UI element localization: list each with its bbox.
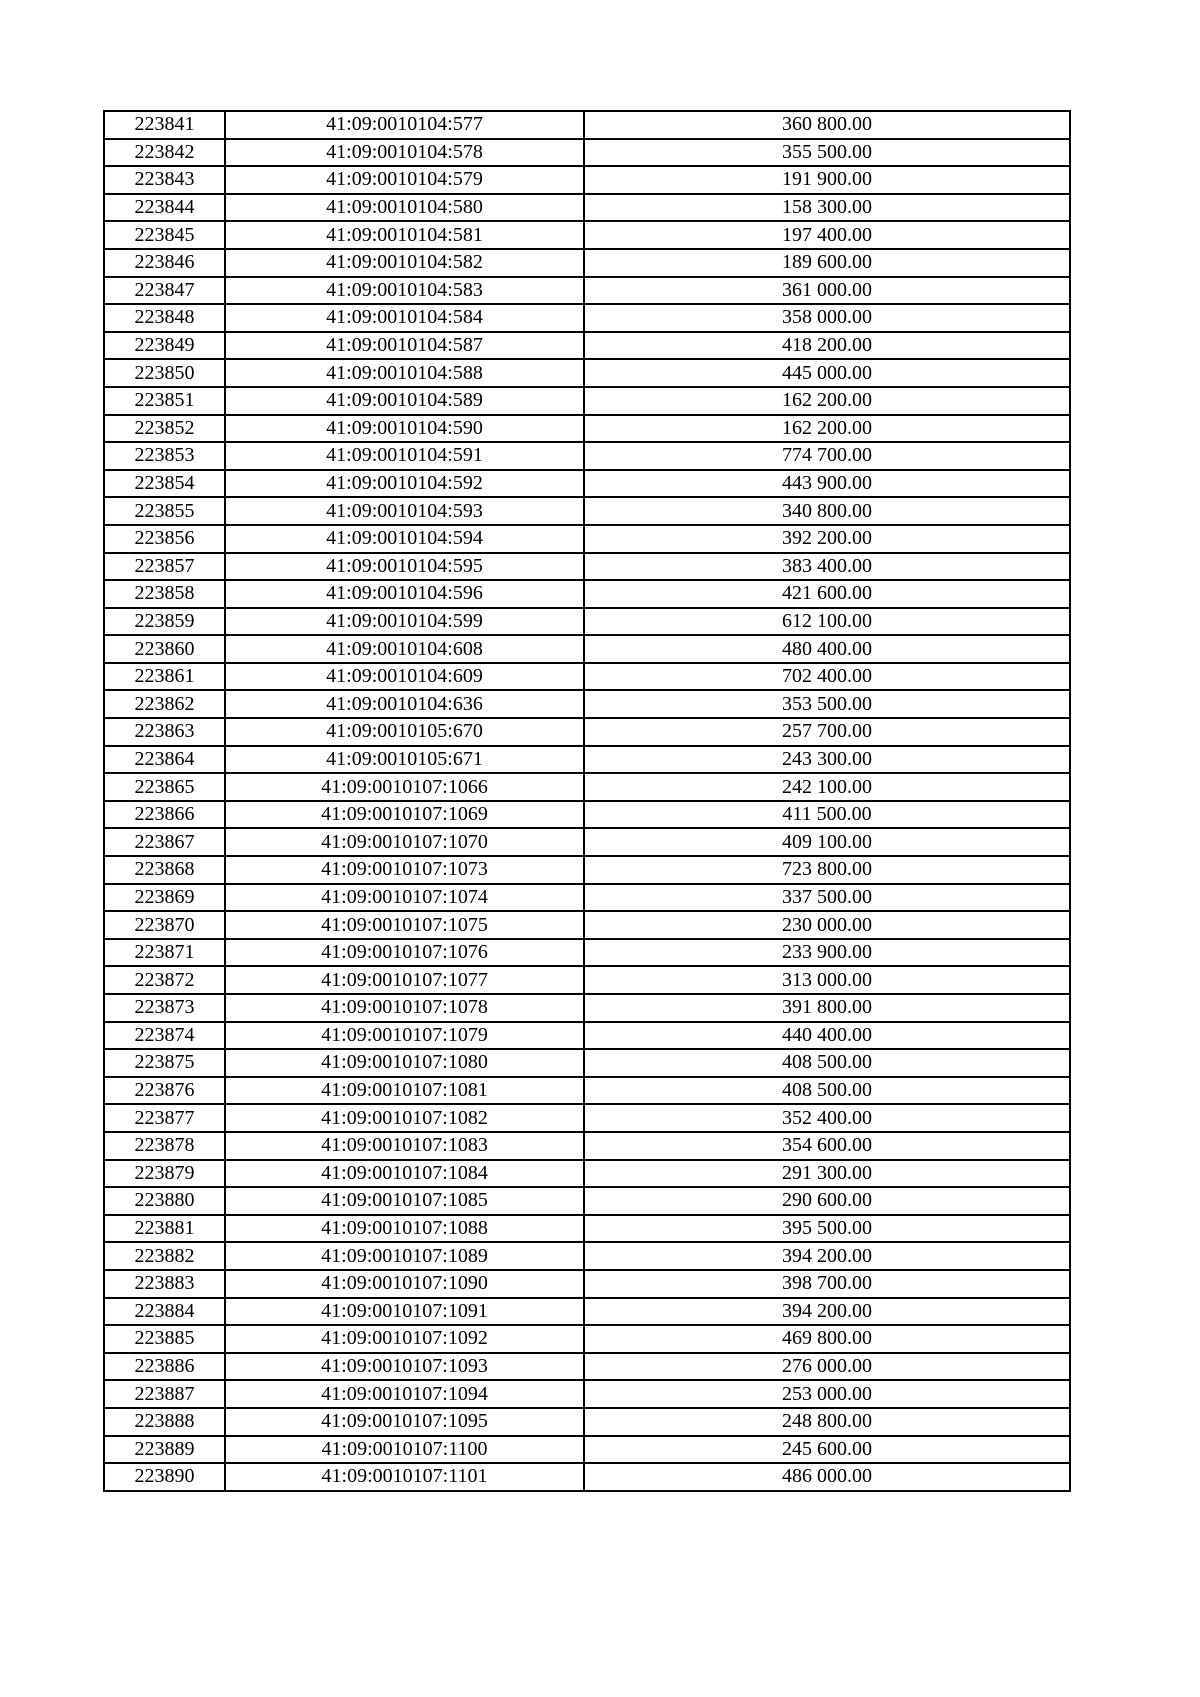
cadastral-value-cell: 411 500.00 <box>584 801 1070 829</box>
cadastral-value-cell: 440 400.00 <box>584 1022 1070 1050</box>
row-id-cell: 223845 <box>104 221 225 249</box>
cadastral-number-cell: 41:09:0010104:589 <box>225 387 584 415</box>
row-id-cell: 223855 <box>104 497 225 525</box>
cadastral-number-cell: 41:09:0010104:608 <box>225 635 584 663</box>
cadastral-value-cell: 408 500.00 <box>584 1049 1070 1077</box>
cadastral-value-cell: 408 500.00 <box>584 1077 1070 1105</box>
row-id-cell: 223870 <box>104 911 225 939</box>
table-row <box>104 415 1070 443</box>
table-row <box>104 635 1070 663</box>
cadastral-value-cell: 391 800.00 <box>584 994 1070 1022</box>
cadastral-value-cell: 245 600.00 <box>584 1436 1070 1464</box>
row-id-cell: 223861 <box>104 663 225 691</box>
row-id-cell: 223851 <box>104 387 225 415</box>
row-id-cell: 223852 <box>104 415 225 443</box>
table-row <box>104 470 1070 498</box>
row-id-cell: 223878 <box>104 1132 225 1160</box>
cadastral-value-cell: 723 800.00 <box>584 856 1070 884</box>
table-row <box>104 553 1070 581</box>
table-row <box>104 1132 1070 1160</box>
table-row <box>104 442 1070 470</box>
cadastral-number-cell: 41:09:0010104:636 <box>225 690 584 718</box>
cadastral-number-cell: 41:09:0010107:1066 <box>225 773 584 801</box>
cadastral-value-cell: 358 000.00 <box>584 304 1070 332</box>
cadastral-number-cell: 41:09:0010107:1089 <box>225 1242 584 1270</box>
cadastral-value-cell: 355 500.00 <box>584 139 1070 167</box>
table-row <box>104 746 1070 774</box>
table-row <box>104 1104 1070 1132</box>
row-id-cell: 223866 <box>104 801 225 829</box>
row-id-cell: 223854 <box>104 470 225 498</box>
cadastral-number-cell: 41:09:0010104:579 <box>225 166 584 194</box>
row-id-cell: 223842 <box>104 139 225 167</box>
cadastral-number-cell: 41:09:0010107:1073 <box>225 856 584 884</box>
cadastral-value-cell: 774 700.00 <box>584 442 1070 470</box>
table-row <box>104 1270 1070 1298</box>
row-id-cell: 223849 <box>104 332 225 360</box>
cadastral-value-cell: 313 000.00 <box>584 966 1070 994</box>
table-row <box>104 111 1070 139</box>
cadastral-number-cell: 41:09:0010107:1076 <box>225 939 584 967</box>
cadastral-number-cell: 41:09:0010104:580 <box>225 194 584 222</box>
table-row <box>104 1463 1070 1491</box>
table-row <box>104 884 1070 912</box>
cadastral-number-cell: 41:09:0010104:584 <box>225 304 584 332</box>
cadastral-number-cell: 41:09:0010104:587 <box>225 332 584 360</box>
cadastral-number-cell: 41:09:0010104:582 <box>225 249 584 277</box>
row-id-cell: 223859 <box>104 608 225 636</box>
cadastral-value-cell: 480 400.00 <box>584 635 1070 663</box>
table-row <box>104 663 1070 691</box>
cadastral-value-cell: 469 800.00 <box>584 1325 1070 1353</box>
table-row <box>104 1077 1070 1105</box>
table-row <box>104 359 1070 387</box>
cadastral-number-cell: 41:09:0010104:583 <box>225 277 584 305</box>
cadastral-number-cell: 41:09:0010104:588 <box>225 359 584 387</box>
row-id-cell: 223875 <box>104 1049 225 1077</box>
table-row <box>104 1049 1070 1077</box>
cadastral-number-cell: 41:09:0010107:1069 <box>225 801 584 829</box>
cadastral-number-cell: 41:09:0010107:1101 <box>225 1463 584 1491</box>
row-id-cell: 223877 <box>104 1104 225 1132</box>
cadastral-number-cell: 41:09:0010107:1079 <box>225 1022 584 1050</box>
row-id-cell: 223850 <box>104 359 225 387</box>
cadastral-value-cell: 409 100.00 <box>584 828 1070 856</box>
cadastral-number-cell: 41:09:0010107:1077 <box>225 966 584 994</box>
cadastral-value-cell: 394 200.00 <box>584 1242 1070 1270</box>
cadastral-number-cell: 41:09:0010104:609 <box>225 663 584 691</box>
cadastral-number-cell: 41:09:0010107:1070 <box>225 828 584 856</box>
row-id-cell: 223885 <box>104 1325 225 1353</box>
table-row <box>104 304 1070 332</box>
cadastral-number-cell: 41:09:0010104:590 <box>225 415 584 443</box>
cadastral-number-cell: 41:09:0010105:671 <box>225 746 584 774</box>
cadastral-value-cell: 290 600.00 <box>584 1187 1070 1215</box>
row-id-cell: 223862 <box>104 690 225 718</box>
row-id-cell: 223841 <box>104 111 225 139</box>
cadastral-number-cell: 41:09:0010107:1075 <box>225 911 584 939</box>
row-id-cell: 223883 <box>104 1270 225 1298</box>
table-row <box>104 1436 1070 1464</box>
cadastral-value-table <box>103 110 1071 1492</box>
cadastral-value-cell: 337 500.00 <box>584 884 1070 912</box>
cadastral-value-cell: 233 900.00 <box>584 939 1070 967</box>
cadastral-number-cell: 41:09:0010107:1094 <box>225 1380 584 1408</box>
row-id-cell: 223887 <box>104 1380 225 1408</box>
cadastral-value-cell: 242 100.00 <box>584 773 1070 801</box>
cadastral-value-cell: 702 400.00 <box>584 663 1070 691</box>
table-row <box>104 277 1070 305</box>
cadastral-number-cell: 41:09:0010107:1092 <box>225 1325 584 1353</box>
cadastral-value-cell: 189 600.00 <box>584 249 1070 277</box>
row-id-cell: 223843 <box>104 166 225 194</box>
cadastral-number-cell: 41:09:0010107:1078 <box>225 994 584 1022</box>
table-row <box>104 194 1070 222</box>
row-id-cell: 223853 <box>104 442 225 470</box>
cadastral-number-cell: 41:09:0010104:592 <box>225 470 584 498</box>
cadastral-value-cell: 276 000.00 <box>584 1353 1070 1381</box>
cadastral-number-cell: 41:09:0010107:1093 <box>225 1353 584 1381</box>
row-id-cell: 223879 <box>104 1160 225 1188</box>
cadastral-number-cell: 41:09:0010107:1100 <box>225 1436 584 1464</box>
cadastral-value-cell: 291 300.00 <box>584 1160 1070 1188</box>
table-row <box>104 1242 1070 1270</box>
row-id-cell: 223890 <box>104 1463 225 1491</box>
cadastral-value-cell: 354 600.00 <box>584 1132 1070 1160</box>
table-row <box>104 525 1070 553</box>
cadastral-value-cell: 253 000.00 <box>584 1380 1070 1408</box>
row-id-cell: 223872 <box>104 966 225 994</box>
cadastral-number-cell: 41:09:0010105:670 <box>225 718 584 746</box>
cadastral-value-cell: 418 200.00 <box>584 332 1070 360</box>
table-row <box>104 1215 1070 1243</box>
row-id-cell: 223846 <box>104 249 225 277</box>
cadastral-value-cell: 257 700.00 <box>584 718 1070 746</box>
row-id-cell: 223857 <box>104 553 225 581</box>
table-row <box>104 580 1070 608</box>
cadastral-value-cell: 230 000.00 <box>584 911 1070 939</box>
cadastral-value-cell: 162 200.00 <box>584 387 1070 415</box>
cadastral-number-cell: 41:09:0010107:1083 <box>225 1132 584 1160</box>
cadastral-number-cell: 41:09:0010104:577 <box>225 111 584 139</box>
row-id-cell: 223874 <box>104 1022 225 1050</box>
cadastral-number-cell: 41:09:0010107:1084 <box>225 1160 584 1188</box>
cadastral-value-cell: 360 800.00 <box>584 111 1070 139</box>
row-id-cell: 223864 <box>104 746 225 774</box>
row-id-cell: 223873 <box>104 994 225 1022</box>
cadastral-number-cell: 41:09:0010107:1085 <box>225 1187 584 1215</box>
cadastral-number-cell: 41:09:0010104:593 <box>225 497 584 525</box>
row-id-cell: 223856 <box>104 525 225 553</box>
cadastral-value-cell: 340 800.00 <box>584 497 1070 525</box>
cadastral-value-cell: 248 800.00 <box>584 1408 1070 1436</box>
table-row <box>104 994 1070 1022</box>
cadastral-number-cell: 41:09:0010104:581 <box>225 221 584 249</box>
row-id-cell: 223867 <box>104 828 225 856</box>
table-row <box>104 166 1070 194</box>
cadastral-number-cell: 41:09:0010104:596 <box>225 580 584 608</box>
table-row <box>104 139 1070 167</box>
cadastral-number-cell: 41:09:0010107:1082 <box>225 1104 584 1132</box>
row-id-cell: 223848 <box>104 304 225 332</box>
table-row <box>104 1022 1070 1050</box>
table-row <box>104 1353 1070 1381</box>
table-row <box>104 856 1070 884</box>
cadastral-number-cell: 41:09:0010107:1091 <box>225 1298 584 1326</box>
table-row <box>104 828 1070 856</box>
table-row <box>104 221 1070 249</box>
table-row <box>104 1380 1070 1408</box>
table-row <box>104 911 1070 939</box>
table-row <box>104 1408 1070 1436</box>
table-row <box>104 966 1070 994</box>
row-id-cell: 223882 <box>104 1242 225 1270</box>
table-row <box>104 1325 1070 1353</box>
table-row <box>104 608 1070 636</box>
cadastral-number-cell: 41:09:0010107:1095 <box>225 1408 584 1436</box>
row-id-cell: 223881 <box>104 1215 225 1243</box>
row-id-cell: 223847 <box>104 277 225 305</box>
table-row <box>104 497 1070 525</box>
table-row <box>104 939 1070 967</box>
row-id-cell: 223889 <box>104 1436 225 1464</box>
cadastral-number-cell: 41:09:0010107:1090 <box>225 1270 584 1298</box>
table-row <box>104 387 1070 415</box>
table-row <box>104 1160 1070 1188</box>
row-id-cell: 223858 <box>104 580 225 608</box>
row-id-cell: 223886 <box>104 1353 225 1381</box>
row-id-cell: 223888 <box>104 1408 225 1436</box>
row-id-cell: 223876 <box>104 1077 225 1105</box>
table-body <box>104 111 1070 1491</box>
cadastral-value-cell: 392 200.00 <box>584 525 1070 553</box>
row-id-cell: 223880 <box>104 1187 225 1215</box>
cadastral-value-cell: 612 100.00 <box>584 608 1070 636</box>
cadastral-value-cell: 394 200.00 <box>584 1298 1070 1326</box>
cadastral-number-cell: 41:09:0010104:595 <box>225 553 584 581</box>
row-id-cell: 223868 <box>104 856 225 884</box>
row-id-cell: 223884 <box>104 1298 225 1326</box>
cadastral-number-cell: 41:09:0010104:594 <box>225 525 584 553</box>
cadastral-value-cell: 398 700.00 <box>584 1270 1070 1298</box>
row-id-cell: 223871 <box>104 939 225 967</box>
table-row <box>104 1298 1070 1326</box>
cadastral-number-cell: 41:09:0010104:599 <box>225 608 584 636</box>
cadastral-value-cell: 158 300.00 <box>584 194 1070 222</box>
row-id-cell: 223860 <box>104 635 225 663</box>
cadastral-number-cell: 41:09:0010107:1080 <box>225 1049 584 1077</box>
table-row <box>104 332 1070 360</box>
row-id-cell: 223865 <box>104 773 225 801</box>
row-id-cell: 223844 <box>104 194 225 222</box>
cadastral-value-cell: 486 000.00 <box>584 1463 1070 1491</box>
cadastral-value-cell: 361 000.00 <box>584 277 1070 305</box>
cadastral-number-cell: 41:09:0010104:591 <box>225 442 584 470</box>
table-row <box>104 801 1070 829</box>
cadastral-value-cell: 421 600.00 <box>584 580 1070 608</box>
table-row <box>104 1187 1070 1215</box>
cadastral-number-cell: 41:09:0010107:1088 <box>225 1215 584 1243</box>
table-row <box>104 773 1070 801</box>
cadastral-value-cell: 395 500.00 <box>584 1215 1070 1243</box>
cadastral-value-cell: 162 200.00 <box>584 415 1070 443</box>
cadastral-value-cell: 191 900.00 <box>584 166 1070 194</box>
row-id-cell: 223863 <box>104 718 225 746</box>
cadastral-number-cell: 41:09:0010107:1074 <box>225 884 584 912</box>
cadastral-value-cell: 383 400.00 <box>584 553 1070 581</box>
cadastral-value-cell: 353 500.00 <box>584 690 1070 718</box>
row-id-cell: 223869 <box>104 884 225 912</box>
cadastral-value-cell: 445 000.00 <box>584 359 1070 387</box>
table-row <box>104 249 1070 277</box>
cadastral-value-cell: 443 900.00 <box>584 470 1070 498</box>
table-row <box>104 690 1070 718</box>
cadastral-value-cell: 352 400.00 <box>584 1104 1070 1132</box>
table-row <box>104 718 1070 746</box>
cadastral-number-cell: 41:09:0010104:578 <box>225 139 584 167</box>
cadastral-value-cell: 243 300.00 <box>584 746 1070 774</box>
cadastral-value-cell: 197 400.00 <box>584 221 1070 249</box>
cadastral-number-cell: 41:09:0010107:1081 <box>225 1077 584 1105</box>
